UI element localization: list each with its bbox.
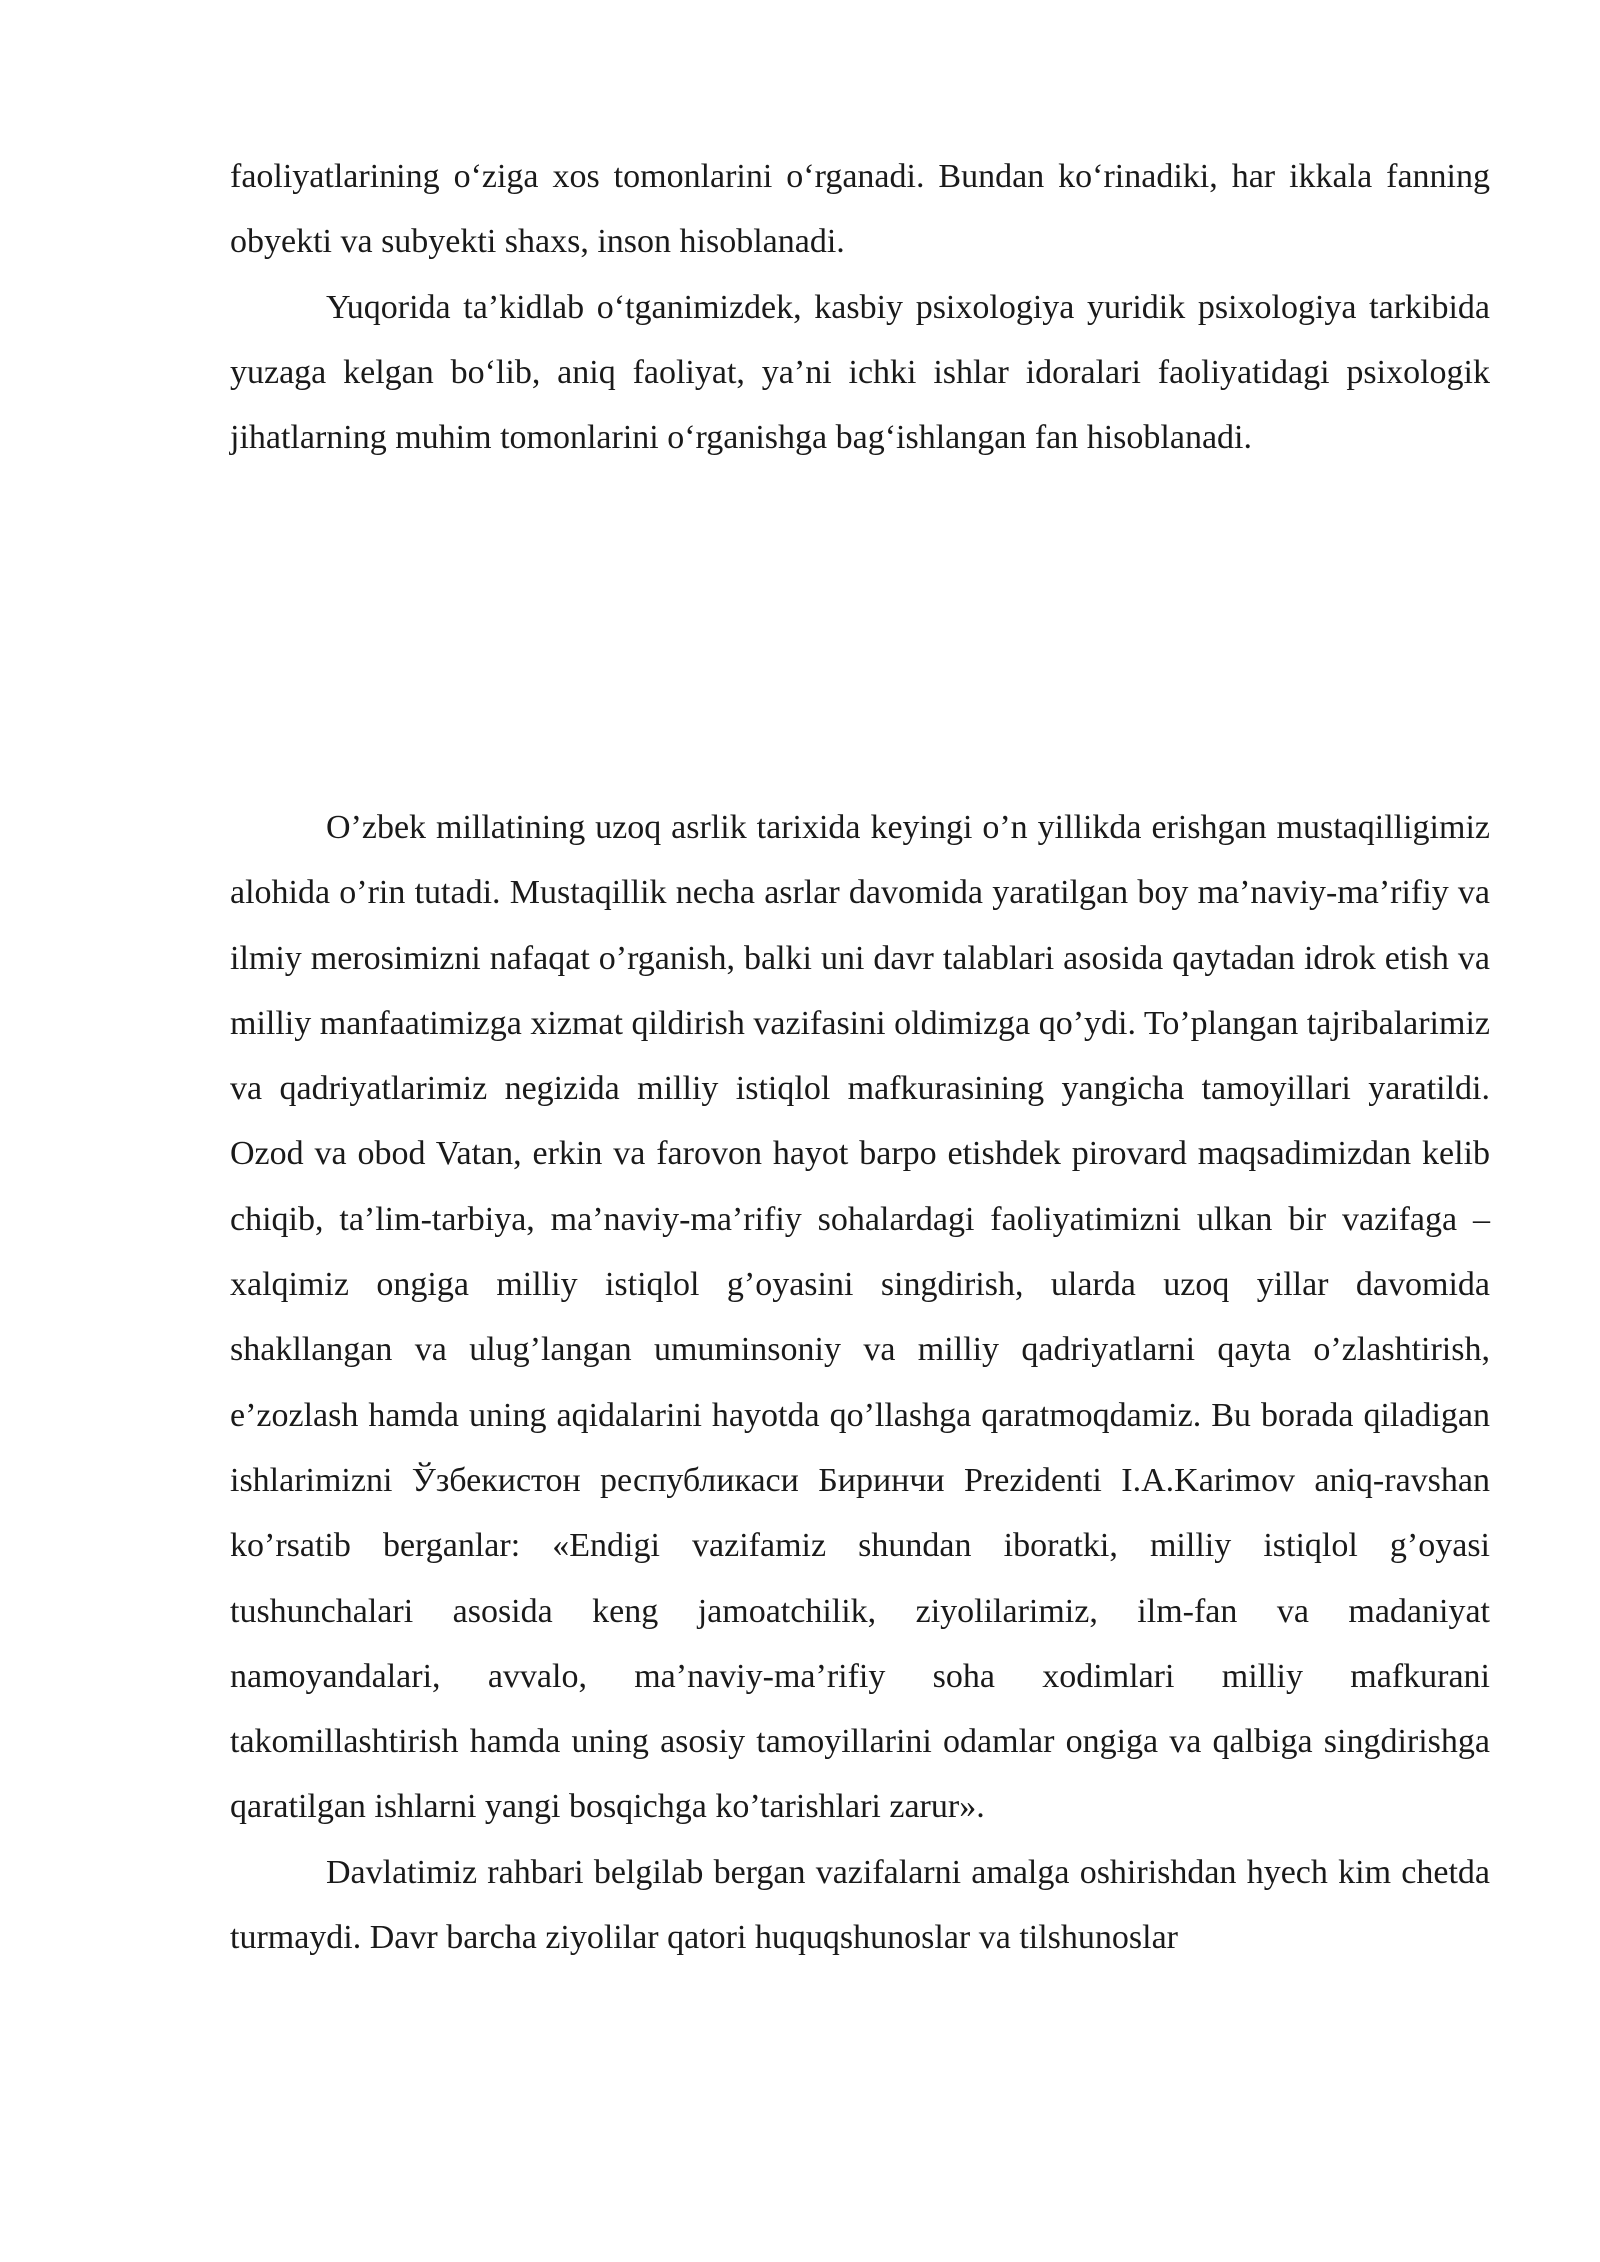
bottom-text-section [230,795,1490,1970]
paragraph-davlatimiz-rahbari: Davlatimiz rahbari belgilab bergan vazifalarni amalga oshirishdan hyech kim chetda turmaydi. Davr barcha ziyolilar qatori huquqshunoslar va tilshunoslar [230,1853,1490,1957]
top-text-section [230,144,1490,470]
paragraph-continuation: faoliyatlarining o‘ziga xos tomonlarini o‘rganadi. Bundan ko‘rinadiki, har ikkala fanning obyekti va subyekti shaxs, inson hisoblanadi. [230,158,1490,261]
paragraph-mustaqillik: O’zbek millatining uzoq asrlik tarixida keyingi o’n yillikda erishgan mustaqilligimiz alohida o’rin tutadi. Mustaqillik necha asrlar davomida yaratilgan boy ma’naviy-ma’rifiy va ilmiy merosimizni nafaqat o’rganish, balki uni davr talablari asosida qaytadan idrok etish va milliy manfaatimizga xizmat qildirish vazifasini oldimizga qo’ydi. To’plangan tajribalarimiz va qadriyatlarimiz negizida milliy istiqlol mafkurasining yangicha tamoyillari yaratildi. Ozod va obod Vatan, erkin va farovon hayot barpo etishdek pirovard maqsadimizdan kelib chiqib, ta’lim-tarbiya, ma’naviy-ma’rifiy sohalardagi faoliyatimizni ulkan bir vazifaga – xalqimiz ongiga milliy istiqlol g’oyasini singdirish, ularda uzoq yillar davomida shakllangan va ulug’langan umuminsoniy va milliy qadriyatlarni qayta o’zlashtirish, e’zozlash hamda uning aqidalarini hayotda qo’llashga qaratmoqdamiz. Bu borada qiladigan ishlarimizni Ўзбекистон республикаси Биринчи Prezidenti I.A.Karimov aniq-ravshan ko’rsatib berganlar: «Endigi vazifamiz shundan iboratki, milliy istiqlol g’oyasi tushunchalari asosida keng jamoatchilik, ziyolilarimiz, ilm-fan va madaniyat namoyandalari, avvalo, ma’naviy-ma’rifiy soha xodimlari milliy mafkurani takomillashtirish hamda uning asosiy tamoyillarini odamlar ongiga va qalbiga singdirishga qaratilgan ishlarni yangi bosqichga ko’tarishlari zarur». [230,809,1490,1826]
paragraph-kasbiy-psixologiya: Yuqorida ta’kidlab o‘tganimizdek, kasbiy psixologiya yuridik psixologiya tarkibida yuzaga kelgan bo‘lib, aniq faoliyat, ya’ni ichki ishlar idoralari faoliyatidagi psixologik jihatlarning muhim tomonlarini o‘rganishga bag‘ishlangan fan hisoblanadi. [230,288,1490,457]
